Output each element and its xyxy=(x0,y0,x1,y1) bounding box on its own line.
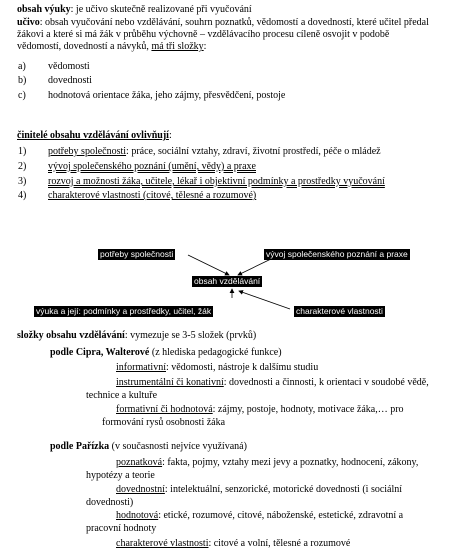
cinitel-underlined: charakterové vlastnosti (citové, tělesné a rozumové) xyxy=(48,190,257,201)
list-num: 3) xyxy=(18,176,27,187)
cipra-heading xyxy=(50,347,282,359)
ucivo-line3: vědomostí, dovedností a návyků, xyxy=(17,41,152,53)
ucivo-line2: žákovi a které si má žák v průběhu výchovně – vzdělávacího procesu cíleně osvojit v podobě xyxy=(17,29,390,41)
cinitel-underlined: potřeby společnosti xyxy=(48,146,127,157)
cipra-item-label: formativní či hodnotová xyxy=(116,404,213,415)
box-vyvoj-poznani: vývoj společenského poznání a praxe xyxy=(266,249,408,259)
box-potreby-spolecnosti: potřeby společnosti xyxy=(100,249,174,259)
list-num: b) xyxy=(18,75,27,86)
cipra-item xyxy=(116,404,404,416)
parizka-note: (v současnosti nejvíce využívaná) xyxy=(109,441,247,452)
cinitel-rest: : práce, sociální vztahy, zdraví, životní prostředí, péče o mládež xyxy=(126,146,381,157)
list-num: a) xyxy=(18,61,26,72)
slozky-obsahu-line xyxy=(17,330,457,342)
parizka-item-text: : intelektuální, senzorické, motorické dovednosti (i sociální xyxy=(164,484,403,495)
parizka-item-label: poznatková xyxy=(116,457,163,468)
cipra-item xyxy=(116,362,318,374)
list-num: c) xyxy=(18,90,26,101)
cinitel-underlined: vývoj společenského poznání (umění, vědy) a praxe xyxy=(48,161,256,172)
obsah-vyuky-def: : je učivo skutečně realizované při vyučování xyxy=(70,4,252,15)
arrow-vyvoj xyxy=(238,259,271,275)
tri-slozky-link: má tři složky xyxy=(151,41,204,53)
cinitele-title: činitelé obsahu vzdělávání ovlivňují xyxy=(17,130,169,141)
parizka-item-label: charakterové vlastnosti xyxy=(116,538,209,549)
list-num: 4) xyxy=(18,190,27,201)
list-num: 2) xyxy=(18,161,27,172)
list-text: vědomosti xyxy=(48,61,90,72)
box-charakterove-vlastnosti: charakterové vlastnosti xyxy=(296,306,383,316)
parizka-item xyxy=(116,484,402,496)
cipra-item xyxy=(116,377,429,389)
arrow-charakter xyxy=(239,291,290,309)
list-text: hodnotová orientace žáka, jeho zájmy, přesvědčení, postoje xyxy=(48,90,286,101)
parizka-item-text: : fakta, pojmy, vztahy mezi jevy a poznatky, hodnocení, zákony, xyxy=(162,457,419,468)
arrow-potreby xyxy=(188,255,229,275)
cipra-item-text: : vědomosti, nástroje k dalšímu studiu xyxy=(166,362,319,373)
slozky-obsahu-term: složky obsahu vzdělávání xyxy=(17,330,125,341)
parizka-item-cont: hypotézy a teorie xyxy=(86,470,155,481)
parizka-item-label: dovednostní xyxy=(116,484,165,495)
cipra-item-cont: formování rysů osobnosti žáka xyxy=(102,417,226,428)
list-text: dovednosti xyxy=(48,75,92,86)
cipra-title: podle Cipra, Walterové xyxy=(50,347,150,358)
cipra-item-label: informativní xyxy=(116,362,166,373)
cipra-item-text: : dovednosti a činnosti, k orientaci v soudobé vědě, xyxy=(223,377,429,388)
box-vyuka-podminky: výuka a její: podmínky a prostředky, učitel, žák xyxy=(36,306,212,316)
ucivo-term: učivo xyxy=(17,17,40,28)
parizka-title: podle Pařízka xyxy=(50,441,110,452)
cipra-note: (z hlediska pedagogické funkce) xyxy=(149,347,282,358)
cipra-item-cont: technice a kultuře xyxy=(86,390,158,401)
ucivo-colon: : xyxy=(203,41,207,53)
parizka-item-label: hodnotová xyxy=(116,510,159,521)
parizka-item xyxy=(116,538,350,550)
cipra-item-label: instrumentální či konativní xyxy=(116,377,224,388)
parizka-item-cont: dovednosti) xyxy=(86,497,134,508)
obsah-vyuky-term: obsah výuky xyxy=(17,4,71,15)
parizka-item-text: : citové a volní, tělesné a rozumové xyxy=(208,538,351,549)
box-obsah-vzdelavani: obsah vzdělávání xyxy=(194,276,261,286)
parizka-heading xyxy=(50,441,247,453)
cinitele-colon: : xyxy=(168,130,172,141)
cinitel-underlined: rozvoj a možnosti žáka, učitele, lékař i objektivní podmínky a prostředky vyučování xyxy=(48,176,385,187)
list-num: 1) xyxy=(18,146,27,157)
ucivo-line1: : obsah vyučování nebo vzdělávání, souhrn poznatků, vědomostí a dovedností, které učitel předal xyxy=(39,17,429,28)
parizka-item xyxy=(116,457,418,469)
slozky-obsahu-def: : vymezuje se 3-5 složek (prvků) xyxy=(124,330,257,341)
cipra-item-text: : zájmy, postoje, hodnoty, motivace žáka,… pro xyxy=(212,404,404,415)
parizka-item xyxy=(116,510,403,522)
parizka-item-text: : etické, rozumové, citové, náboženské, estetické, zdravotní a xyxy=(158,510,404,521)
parizka-item-cont: pracovní hodnoty xyxy=(86,523,157,534)
